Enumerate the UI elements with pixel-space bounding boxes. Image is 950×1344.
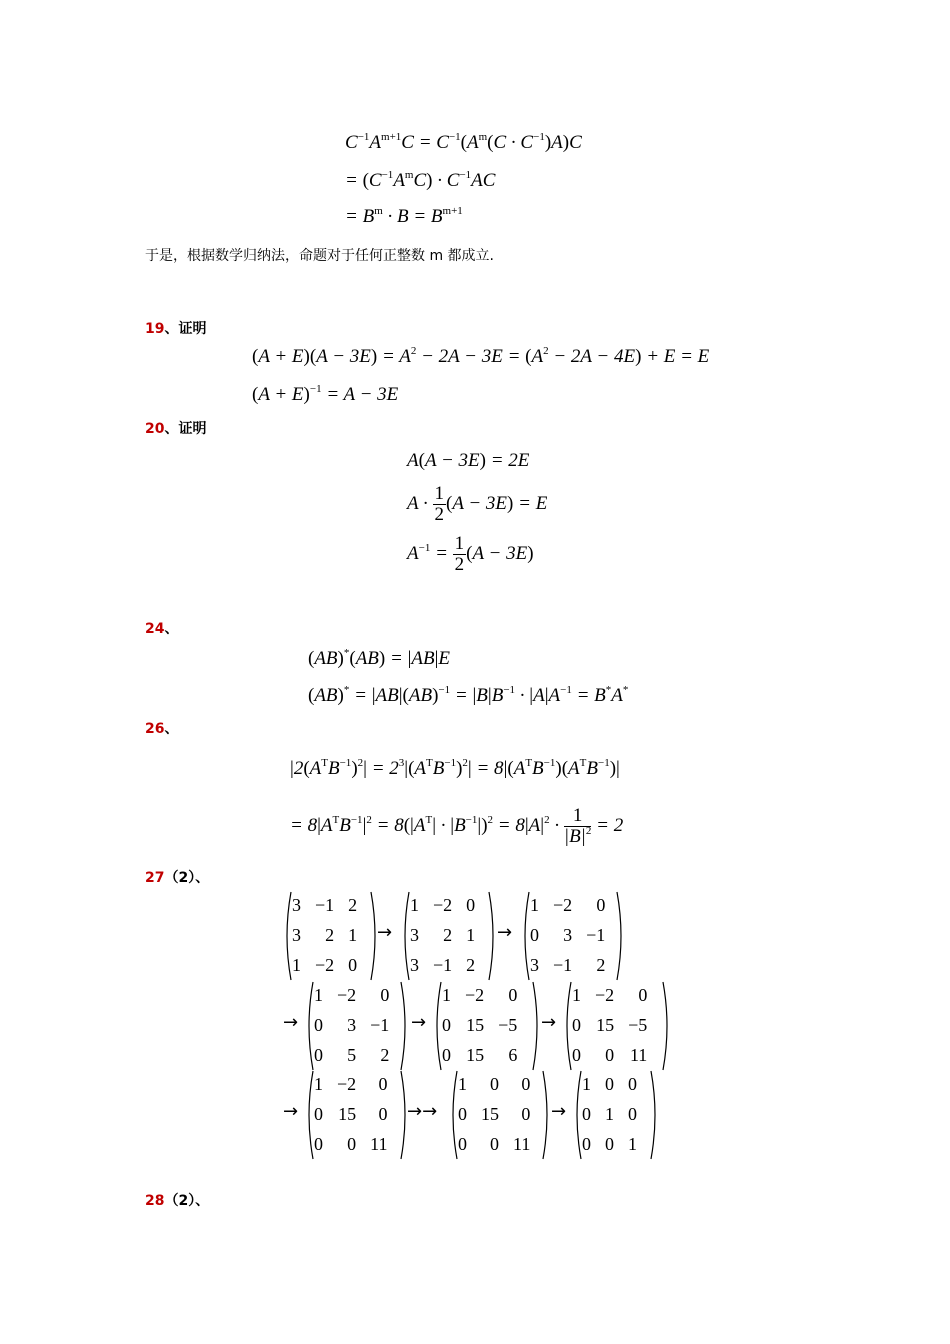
- arrow-icon: →: [551, 1101, 567, 1122]
- matrix-m1: 3 −1 2 3 2 1 1 −2 0: [283, 890, 362, 980]
- matrix-m7: 1 −2 0 0 15 0 0 0 11: [305, 1069, 393, 1159]
- equation-line: $A^{-1}$ = $\frac{1}{2}$ (A − 3E): [407, 533, 534, 575]
- equation-line: = $8|A^TB^{-1}|^2 = 8(|A^T| \cdot |B^{-1}|)^2 = 8|A|^2$ · $\frac{1}{|B|^2}$ = 2: [290, 805, 624, 847]
- section-heading-24: 24、: [145, 621, 179, 637]
- section-heading-20: 20、证明: [145, 421, 207, 437]
- section-heading-26: 26、: [145, 721, 179, 737]
- equation-line: = $B^m \cdot B = B^{m+1}$: [345, 205, 463, 227]
- equation-line: $C^{-1}A^{m+1}C = C^{-1}(A^m(C \cdot C^{-1})A)C$: [345, 131, 582, 153]
- matrix-m5: 1 −2 0 0 15 −5 0 15 6: [433, 980, 522, 1070]
- equation-line: $(AB)^* = |AB|(AB)^{-1} = |B|B^{-1} \cdot |A|A^{-1} = B^*A^*$: [308, 684, 629, 706]
- matrix-m2: 1 −2 0 3 2 1 3 −1 2: [401, 890, 480, 980]
- matrix-m3: 1 −2 0 0 3 −1 3 −1 2: [521, 890, 610, 980]
- arrow-icon: →: [283, 1012, 299, 1033]
- equation-line: $(A + E)(A - 3E) = A^2 - 2A - 3E = (A^2 - 2A - 4E) + E = E$: [252, 345, 710, 367]
- equation-line: (AB)*(AB) = |AB|E: [308, 647, 451, 669]
- arrow-icon: →: [283, 1101, 299, 1122]
- equation-line: $(A + E)^{-1} = A - 3E$: [252, 383, 399, 405]
- arrow-icon: →: [497, 922, 513, 943]
- arrow-icon: →: [411, 1012, 427, 1033]
- matrix-m8: 1 0 0 0 15 0 0 0 11: [449, 1069, 535, 1159]
- section-heading-19: 19、证明: [145, 321, 207, 337]
- section-heading-27: 27（2）、: [145, 870, 210, 886]
- arrow-icon: →: [377, 922, 393, 943]
- equation-line: A(A − 3E) = 2E: [407, 450, 530, 471]
- equation-line: $|2(A^TB^{-1})^2| = 2^3|(A^TB^{-1})^2| = 8|(A^TB^{-1})(A^TB^{-1})|$: [290, 757, 620, 779]
- arrow-icon: →→: [407, 1101, 438, 1122]
- section-heading-28: 28（2）、: [145, 1193, 210, 1209]
- equation-line: A · $\frac{1}{2}$ (A − 3E) = E: [407, 483, 548, 525]
- equation-line: = $(C^{-1}A^mC) \cdot C^{-1}AC$: [345, 169, 496, 191]
- arrow-icon: →: [541, 1012, 557, 1033]
- matrix-m6: 1 −2 0 0 15 −5 0 0 11: [563, 980, 652, 1070]
- conclusion-text: 于是，根据数学归纳法，命题对于任何正整数 m 都成立.: [145, 248, 494, 264]
- matrix-m4: 1 −2 0 0 3 −1 0 5 2: [305, 980, 394, 1070]
- matrix-m9: 1 0 0 0 1 0 0 0 1: [573, 1069, 642, 1159]
